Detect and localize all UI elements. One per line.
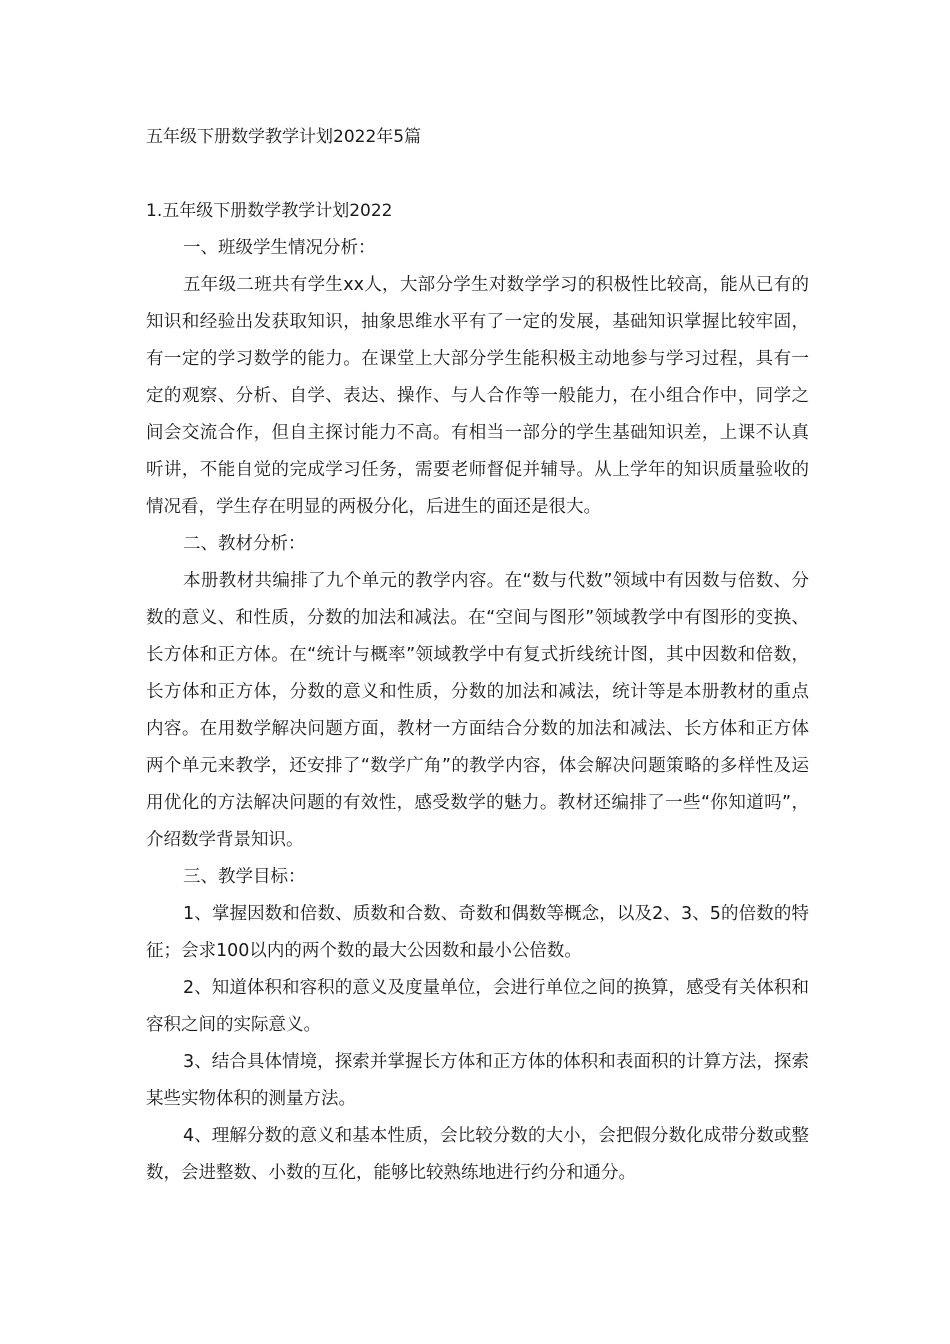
section-heading-class-analysis: 一、班级学生情况分析：: [183, 238, 376, 258]
document-body: [146, 198, 809, 1192]
section-heading-teaching-goals: 三、教学目标：: [183, 867, 306, 887]
paragraph-class-analysis: 五年级二班共有学生xx人，大部分学生对数学学习的积极性比较高，能从已有的知识和经验出发获取知识，抽象思维水平有了一定的发展，基础知识掌握比较牢固，有一定的学习数学的能力。在课堂上大部分学生能积极主动地参与学习过程，具有一定的观察、分析、自学、表达、操作、与人合作等一般能力，在小组合作中，同学之间会交流合作，但自主探讨能力不高。有相当一部分的学生基础知识差，上课不认真听讲，不能自觉的完成学习任务，需要老师督促并辅导。从上学年的知识质量验收的情况看，学生存在明显的两极分化，后进生的面还是很大。: [146, 275, 809, 517]
goal-item-1: 1、掌握因数和倍数、质数和合数、奇数和偶数等概念，以及2、3、5的倍数的特征；会求100以内的两个数的最大公因数和最小公倍数。: [146, 904, 809, 961]
document-subtitle: 1.五年级下册数学教学计划2022: [146, 201, 393, 221]
document-title: 五年级下册数学教学计划2022年5篇: [146, 127, 422, 147]
goal-item-3: 3、结合具体情境，探索并掌握长方体和正方体的体积和表面积的计算方法，探索某些实物体积的测量方法。: [146, 1052, 809, 1109]
section-heading-textbook-analysis: 二、教材分析：: [183, 534, 306, 554]
goal-item-4: 4、理解分数的意义和基本性质，会比较分数的大小，会把假分数化成带分数或整数，会进整数、小数的互化，能够比较熟练地进行约分和通分。: [146, 1126, 809, 1183]
paragraph-textbook-analysis: 本册教材共编排了九个单元的教学内容。在“数与代数”领域中有因数与倍数、分数的意义、和性质，分数的加法和减法。在“空间与图形”领域教学中有图形的变换、长方体和正方体。在“统计与概率”领域教学中有复式折线统计图，其中因数和倍数，长方体和正方体，分数的意义和性质，分数的加法和减法，统计等是本册教材的重点内容。在用数学解决问题方面，教材一方面结合分数的加法和减法、长方体和正方体两个单元来教学，还安排了“数学广角”的教学内容，体会解决问题策略的多样性及运用优化的方法解决问题的有效性，感受数学的魅力。教材还编排了一些“你知道吗”，介绍数学背景知识。: [146, 571, 809, 850]
goal-item-2: 2、知道体积和容积的意义及度量单位，会进行单位之间的换算，感受有关体积和容积之间的实际意义。: [146, 978, 809, 1035]
